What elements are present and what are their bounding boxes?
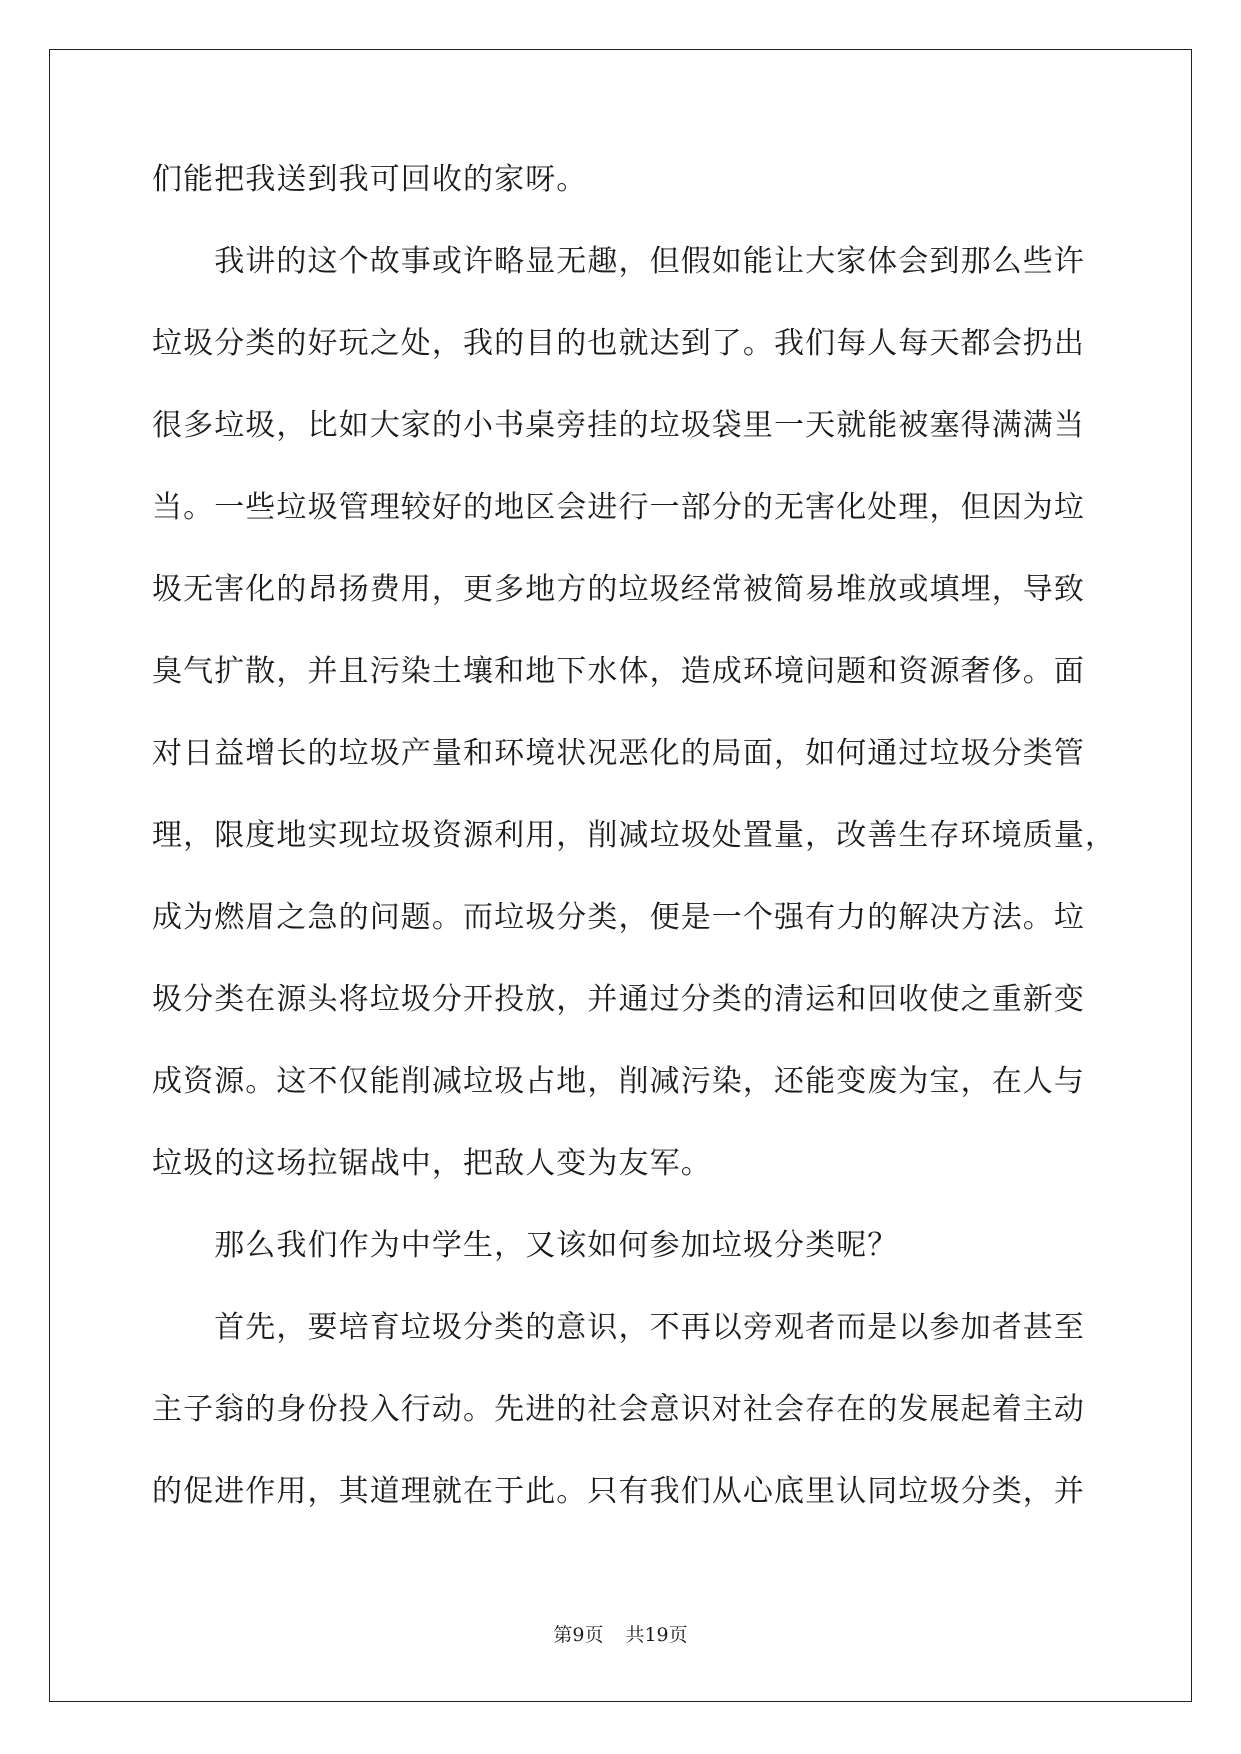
text-line: 很多垃圾，比如大家的小书桌旁挂的垃圾袋里一天就能被塞得满满当: [152, 408, 1085, 443]
text-line: 成为燃眉之急的问题。而垃圾分类，便是一个强有力的解决方法。垃: [152, 900, 1085, 935]
text-line: 主子翁的身份投入行动。先进的社会意识对社会存在的发展起着主动: [152, 1392, 1085, 1427]
page-number: 第9页: [553, 1624, 604, 1646]
text-line: 们能把我送到我可回收的家呀。: [152, 162, 588, 197]
page-total: 共19页: [625, 1624, 688, 1646]
text-line: 首先，要培育垃圾分类的意识，不再以旁观者而是以参加者甚至: [152, 1310, 1085, 1345]
text-line: 圾分类在源头将垃圾分开投放，并通过分类的清运和回收使之重新变: [152, 982, 1085, 1017]
text-line: 圾无害化的昂扬费用，更多地方的垃圾经常被简易堆放或填埋，导致: [152, 572, 1085, 607]
text-line: 我讲的这个故事或许略显无趣，但假如能让大家体会到那么些许: [152, 244, 1085, 279]
page-footer: [0, 1623, 1241, 1647]
text-line: 垃圾的这场拉锯战中，把敌人变为友军。: [152, 1146, 712, 1181]
text-line: 对日益增长的垃圾产量和环境状况恶化的局面，如何通过垃圾分类管: [152, 736, 1085, 771]
text-line: 那么我们作为中学生，又该如何参加垃圾分类呢？: [152, 1228, 899, 1263]
text-line: 臭气扩散，并且污染土壤和地下水体，造成环境问题和资源奢侈。面: [152, 654, 1085, 689]
text-line: 当。一些垃圾管理较好的地区会进行一部分的无害化处理，但因为垃: [152, 490, 1085, 525]
page-border: [49, 49, 1192, 1702]
text-line: 的促进作用，其道理就在于此。只有我们从心底里认同垃圾分类，并: [152, 1474, 1085, 1509]
text-line: 垃圾分类的好玩之处，我的目的也就达到了。我们每人每天都会扔出: [152, 326, 1085, 361]
text-line: 理，限度地实现垃圾资源利用，削减垃圾处置量，改善生存环境质量，: [152, 818, 1117, 853]
text-line: 成资源。这不仅能削减垃圾占地，削减污染，还能变废为宝，在人与: [152, 1064, 1085, 1099]
